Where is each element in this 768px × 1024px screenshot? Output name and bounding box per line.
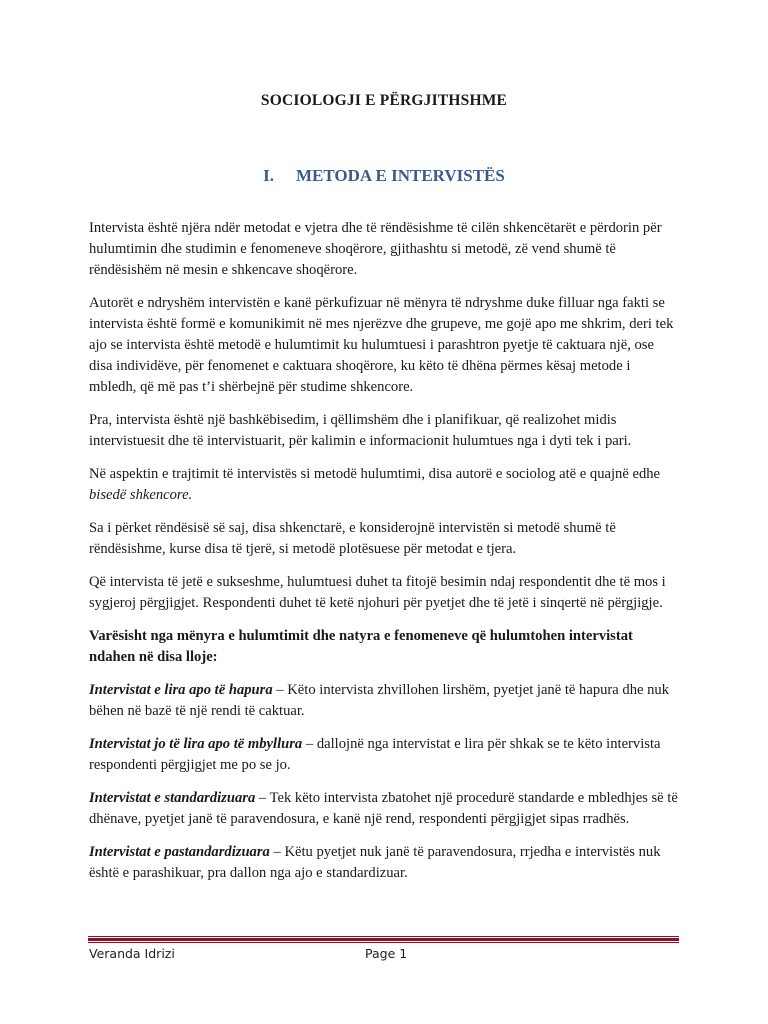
document-body — [89, 218, 679, 896]
paragraph-scientific-conversation — [89, 464, 679, 506]
section-heading — [0, 166, 768, 186]
footer-divider — [88, 936, 679, 944]
section-title: METODA E INTERVISTËS — [296, 166, 505, 185]
footer-author: Veranda Idrizi — [89, 946, 175, 961]
type-term: Intervistat e pastandardizuara — [89, 844, 270, 860]
types-intro: Varësisht nga mënyra e hulumtimit dhe natyra e fenomeneve që hulumtohen intervistat ndahen në disa lloje: — [89, 628, 633, 665]
paragraph-definition: Intervista është njëra ndër metodat e vjetra dhe të rëndësishme të cilën shkencëtarët e përdorin për hulumtimin dhe studimin e fenomeneve shoqërore, gjithashtu si metodë, zë vend shumë të rëndësishëm në mesin e shkencave shoqërore. — [89, 220, 662, 278]
type-description: – Këtu pyetjet nuk janë të paravendosura, rrjedha e intervistës nuk është e parashikuar, pra dallon nga ajo e standardizuar. — [89, 844, 661, 881]
page-number: Page 1 — [365, 946, 408, 961]
paragraph-importance: Sa i përket rëndësisë së saj, disa shkenctarë, e konsiderojnë intervistën si metodë shumë të rëndësishme, kurse disa të tjerë, si metodë plotësuese për metodat e tjera. — [89, 520, 616, 557]
scientific-text: Në aspektin e trajtimit të intervistës si metodë hulumtimi, disa autorë e sociolog atë e quajnë edhe — [89, 466, 661, 482]
document-title: SOCIOLOGJI E PËRGJITHSHME — [260, 92, 508, 109]
paragraph-success: Që intervista të jetë e sukseshme, hulumtuesi duhet ta fitojë besimin ndaj respondentit dhe të mos i sygjeroj përgjigjet. Respondenti duhet të ketë njohuri për pyetjet dhe të jetë i sinqertë në përgjigje. — [89, 574, 666, 611]
scientific-term: bisedë shkencore. — [89, 487, 193, 503]
section-number: I. — [263, 166, 275, 185]
type-item — [89, 788, 679, 830]
type-term: Intervistat e lira apo të hapura — [89, 682, 273, 698]
type-item — [89, 734, 679, 776]
paragraph-authors: Autorët e ndryshëm intervistën e kanë përkufizuar në mënyra të ndryshme duke filluar nga fakti se intervista është formë e komunikimit në mes njerëzve dhe grupeve, me gojë apo me shkrim, deri tek ajo se intervista është metodë e hulumtimit ku hulumtuesi i parashtron pyetje të caktuara një, ose disa individëve, për fenomenet e caktuara shoqërore, ku këto të dhëna përmes kësaj metode i mbledh, që më pas t’i shërbejnë për studime shkencore. — [89, 295, 674, 395]
type-description: – Tek këto intervista zbatohet një procedurë standarde e mbledhjes së të dhënave, pyetjet janë të paravendosura, e kanë një rend, respondenti përgjigjet sipas rradhës. — [89, 790, 678, 827]
type-term: Intervistat e standardizuara — [89, 790, 256, 806]
type-item — [89, 680, 679, 722]
page-footer — [89, 946, 679, 966]
type-item — [89, 842, 679, 884]
type-description: – Këto intervista zhvillohen lirshëm, pyetjet janë të hapura dhe nuk bëhen në bazë të një rendi të caktuar. — [89, 682, 670, 719]
type-description: – dallojnë nga intervistat e lira për shkak se te këto intervista respondenti përgjigjet me po se jo. — [89, 736, 661, 773]
type-term: Intervistat jo të lira apo të mbyllura — [89, 736, 303, 752]
paragraph-dialogue: Pra, intervista është një bashkëbisedim, i qëllimshëm dhe i planifikuar, që realizohet midis intervistuesit dhe të intervistuarit, për kalimin e informacionit hulumtues nga i dyti tek i pari. — [89, 412, 632, 449]
